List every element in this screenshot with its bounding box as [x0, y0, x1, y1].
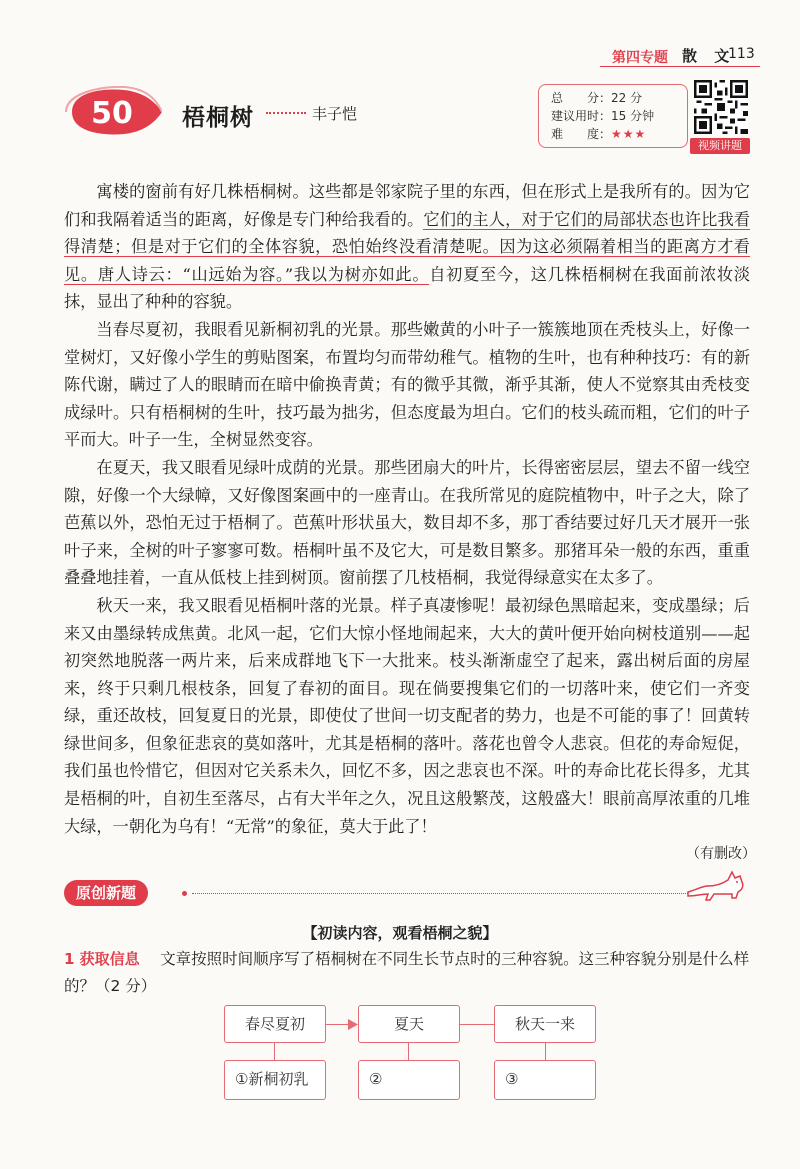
- author: 丰子恺: [312, 105, 358, 123]
- paragraph-1-intro: 寓楼的窗前有好几株梧桐树。这些都是邻家院子里的东西，但在形式上是我所有的。因为它们和我隔着适当的距离，好像是专门种给我看的。: [64, 182, 750, 229]
- sub-heading: 【初读内容，观看梧桐之貌】: [302, 924, 498, 942]
- edit-note: （有删改）: [686, 846, 756, 862]
- video-explain-button[interactable]: 视频讲题: [690, 138, 750, 154]
- difficulty-label: 难 度：: [551, 127, 612, 141]
- time-value: 15 分钟: [611, 109, 655, 123]
- stage-box-autumn: 秋天一来: [494, 1005, 596, 1043]
- article-body: [64, 178, 750, 840]
- connector-down-3: [545, 1043, 546, 1060]
- answer-box-3[interactable]: ③: [494, 1060, 596, 1100]
- paragraph-3: 在夏天，我又眼看见绿叶成荫的光景。那些团扇大的叶片，长得密密层层，望去不留一线空隙，好像一个大绿幛，又好像图案画中的一座青山。在我所常见的庭院植物中，叶子之大，除了芭蕉以外，恐怕无过于梧桐了。芭蕉叶形状虽大，数目却不多，那丁香结要过好几天才展开一张叶子来，全树的叶子寥寥可数。梧桐叶虽不及它大，可是数目繁多。那猪耳朵一般的东西，重重叠叠地挂着，一直从低枝上挂到树顶。窗前摆了几枝梧桐，我觉得绿意实在太多了。: [64, 457, 750, 588]
- section-dot: [182, 891, 187, 896]
- stage-box-spring: 春尽夏初: [224, 1005, 326, 1043]
- underlined-sentence: 它们的主人，对于它们的局部状态也许比我看得清楚；但是对于它们的全体容貌，恐怕始终没看清楚呢。因为这必须隔着相当的距离方才看见。唐人诗云：“山远始为容。”我以为树亦如此。: [64, 209, 751, 284]
- connector-down-1: [274, 1043, 275, 1060]
- title-dots: [266, 112, 306, 114]
- paragraph-1-end: 自初夏至今，这几株梧桐树在我面前浓妆淡抹，显出了种种的容貌。: [64, 264, 751, 312]
- paragraph-1: [64, 178, 750, 316]
- header-section: 第四专题: [612, 50, 668, 66]
- section-tag: 原创新题: [64, 880, 148, 906]
- info-box: [538, 84, 688, 148]
- time-row: [551, 107, 654, 124]
- qr-code-icon[interactable]: [694, 80, 748, 134]
- header-category: 散 文: [682, 47, 736, 65]
- score-value: 22 分: [611, 91, 643, 105]
- header-divider: [600, 66, 760, 67]
- section-dotted-line: [192, 893, 692, 894]
- lesson-number: 50: [91, 96, 133, 131]
- answer-box-2[interactable]: ②: [358, 1060, 460, 1100]
- lesson-number-badge: [62, 86, 162, 138]
- score-label: 总 分：: [551, 91, 612, 105]
- connector-2: [460, 1024, 494, 1025]
- connector-down-2: [408, 1043, 409, 1060]
- question-number: 1 获取信息: [64, 950, 140, 968]
- question-text: 文章按照时间顺序写了梧桐树在不同生长节点时的三种容貌。这三种容貌分别是什么样的？（2 分）: [64, 950, 750, 995]
- score-row: [551, 89, 642, 106]
- difficulty-stars: ★★★: [611, 127, 647, 141]
- stage-box-summer: 夏天: [358, 1005, 460, 1043]
- paragraph-2: 当春尽夏初，我眼看见新桐初乳的光景。那些嫩黄的小叶子一簇簇地顶在秃枝头上，好像一堂树灯，又好像小学生的剪贴图案，布置均匀而带幼稚气。植物的生叶，也有种种技巧：有的新陈代谢，瞒过了人的眼睛而在暗中偷换青黄；有的微乎其微，渐乎其渐，使人不觉察其由秃枝变成绿叶。只有梧桐树的生叶，技巧最为拙劣，但态度最为坦白。它们的枝头疏而粗，它们的叶子平而大。叶子一生，全树显然变容。: [64, 319, 750, 450]
- lesson-title: 梧桐树: [182, 105, 254, 131]
- time-label: 建议用时：: [551, 109, 612, 123]
- difficulty-row: [551, 125, 646, 142]
- answer-box-1[interactable]: ①新桐初乳: [224, 1060, 326, 1100]
- paragraph-4: 秋天一来，我又眼看见梧桐叶落的光景。样子真凄惨呢！最初绿色黑暗起来，变成墨绿；后来又由墨绿转成焦黄。北风一起，它们大惊小怪地闹起来，大大的黄叶便开始向树枝道别——起初突然地脱落一两片来，后来成群地飞下一大批来。枝头渐渐虚空了起来，露出树后面的房屋来，终于只剩几根枝条，回复了春初的面目。现在倘要搜集它们的一切落叶来，使它们一齐变绿，重还故枝，回复夏日的光景，即使仗了世间一切支配者的势力，也是不可能的事了！回黄转绿世间多，但象征悲哀的莫如落叶，尤其是梧桐的落叶。落花也曾令人悲哀。但花的寿命短促，我们虽也怜惜它，但因对它关系未久，回忆不多，因之悲哀也不深。叶的寿命比花长得多，尤其是梧桐的叶，自初生至落尽，占有大半年之久，况且这般繁茂，这般盛大！眼前高厚浓重的几堆大绿，一朝化为乌有！“无常”的象征，莫大于此了！: [64, 595, 750, 836]
- cat-icon: [686, 862, 748, 904]
- page-number: 113: [728, 46, 755, 62]
- arrow-head-1: [348, 1019, 358, 1030]
